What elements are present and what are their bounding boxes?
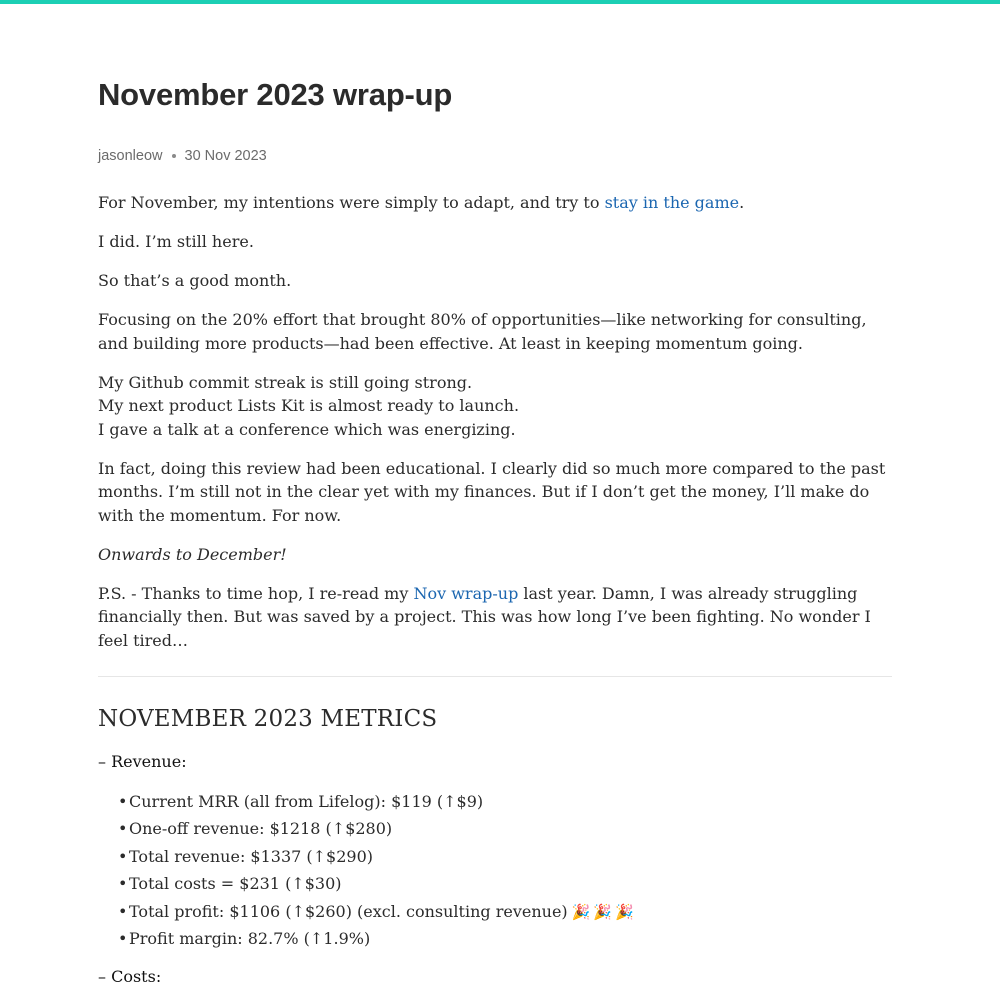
post-title: November 2023 wrap-up [98,77,453,112]
party-popper-icon: 🎉🎉🎉 [571,902,637,921]
post-date: 30 Nov 2023 [184,148,267,164]
bullet: • [118,928,128,948]
list-item [118,817,637,844]
top-accent-bar [0,0,1000,4]
list-item-text: Total profit: $1106 (↑$260) (excl. consulting revenue) [129,901,568,921]
paragraph: I did. I’m still here. [98,232,254,251]
italic-sign-off: Onwards to December! [98,544,287,564]
paragraph-text: For November, my intentions were simply to adapt, and try to [98,193,605,212]
revenue-list [118,790,637,954]
list-item-text: Total revenue: $1337 (↑$290) [129,846,374,866]
post-author[interactable]: jasonleow [98,148,163,164]
paragraph [98,582,892,653]
bullet: • [118,819,128,839]
paragraph-line: My Github commit streak is still going strong. [98,372,473,392]
paragraph [98,543,892,567]
list-item-text: Profit margin: 82.7% (↑1.9%) [129,928,371,948]
bullet: • [118,846,128,866]
paragraph-line: My next product Lists Kit is almost ready to launch. [98,396,520,415]
paragraph: So that’s a good month. [98,271,292,290]
nov-wrap-up-link[interactable]: Nov wrap-up [413,583,519,603]
list-item [118,790,637,817]
list-item-text: Current MRR (all from Lifelog): $119 (↑$9) [129,792,484,811]
paragraph-text: P.S. - Thanks to time hop, I re-read my [98,583,414,603]
list-item [118,927,637,954]
paragraph: In fact, doing this review had been educational. I clearly did so much more compared to the past months. I’m still not in the clear yet with my finances. But if I don’t get the money, I’ll make do with the momentum. For now. [98,458,886,525]
list-item-text: Total costs = $231 (↑$30) [129,874,342,894]
bullet: • [118,901,128,921]
meta-separator-dot [172,154,176,158]
stay-in-the-game-link[interactable]: stay in the game [604,193,740,212]
section-divider [98,676,892,677]
paragraph-text: . [739,193,745,212]
revenue-label: – Revenue: [98,752,187,771]
paragraph-line: I gave a talk at a conference which was energizing. [98,419,516,439]
paragraph [98,191,892,215]
list-item-text: One-off revenue: $1218 (↑$280) [129,819,393,839]
paragraph [98,371,892,442]
list-item [118,845,637,872]
paragraph-text: last year. Damn, I was already struggling financially then. But was saved by a project. This was how long I’ve been fighting. No wonder I feel tired… [98,583,871,650]
list-item [118,872,637,899]
post-meta [98,148,267,164]
metrics-heading: NOVEMBER 2023 METRICS [98,706,438,732]
costs-label: – Costs: [98,967,162,986]
paragraph: Focusing on the 20% effort that brought 80% of opportunities—like networking for consulting, and building more products—had been effective. At least in keeping momentum going. [98,310,867,353]
bullet: • [118,874,128,894]
post-body [98,191,892,668]
bullet: • [118,792,128,811]
list-item [118,900,637,927]
